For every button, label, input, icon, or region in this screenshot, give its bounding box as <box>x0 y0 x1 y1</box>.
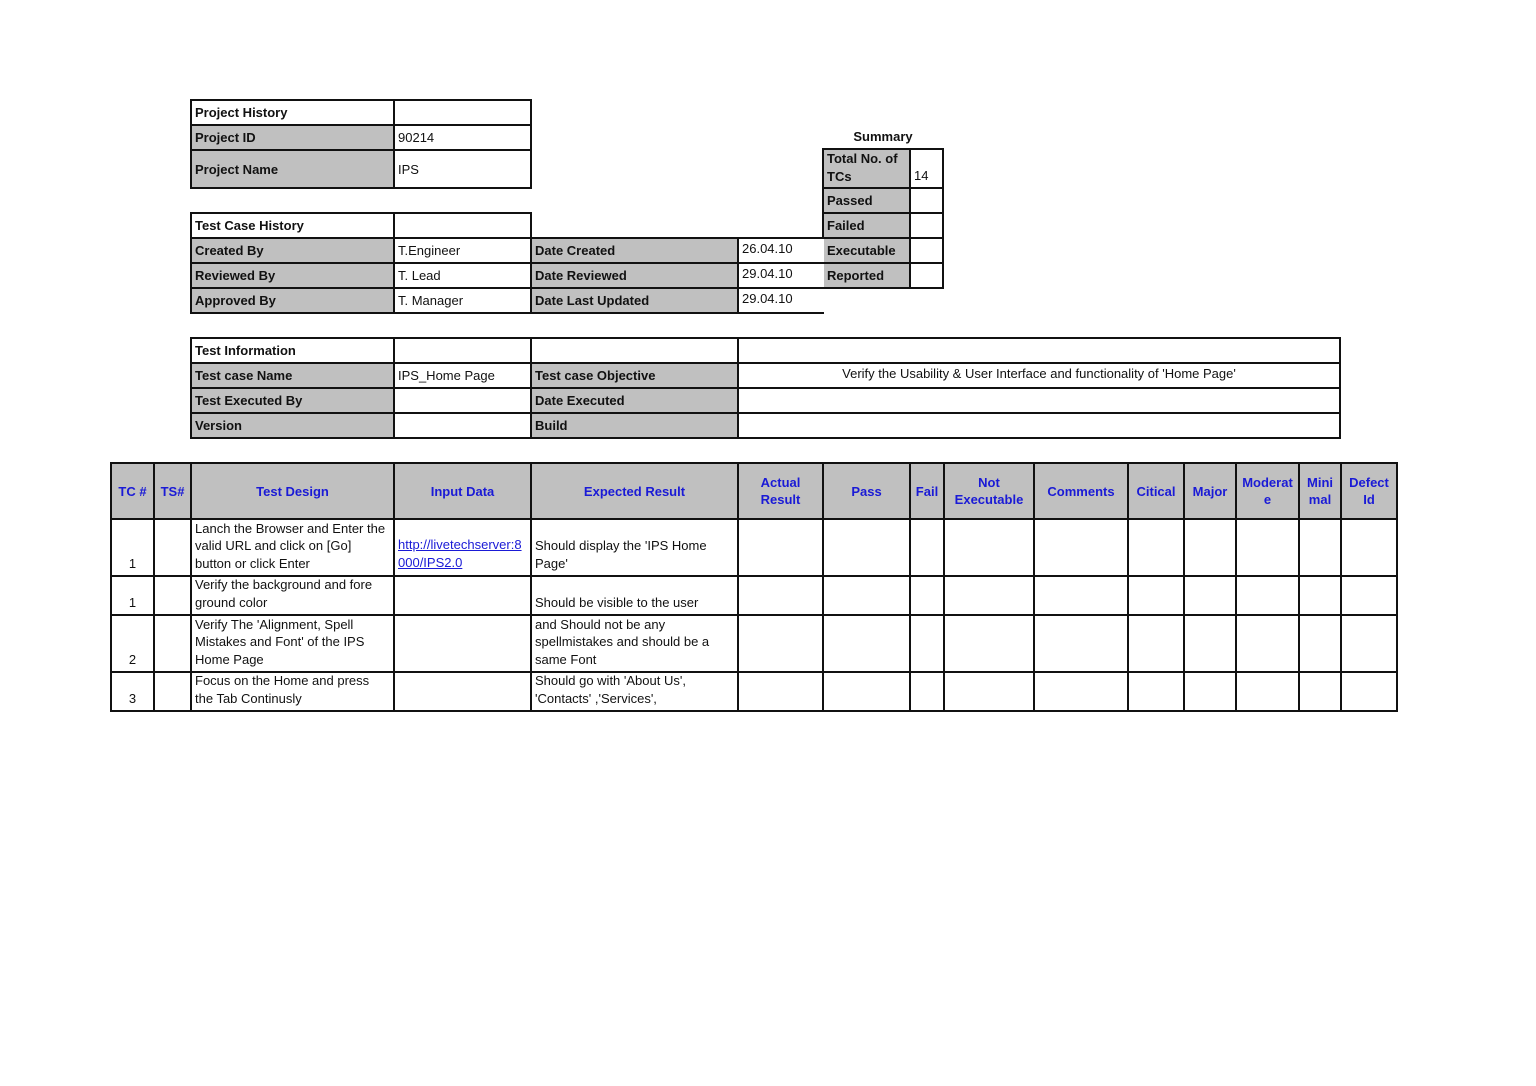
major-cell[interactable] <box>1183 614 1237 673</box>
defect-id-cell[interactable] <box>1340 614 1398 673</box>
major-cell[interactable] <box>1183 671 1237 712</box>
pass-cell[interactable] <box>822 518 911 577</box>
passed-value[interactable] <box>909 187 944 214</box>
not-executable-cell[interactable] <box>943 575 1035 616</box>
column-header-tc: TC # <box>110 462 155 520</box>
actual-result-cell[interactable] <box>737 671 824 712</box>
test-case-objective-label: Test case Objective <box>530 362 739 389</box>
minimal-cell[interactable] <box>1298 671 1342 712</box>
fail-cell[interactable] <box>909 671 945 712</box>
column-header-input-data: Input Data <box>393 462 532 520</box>
test-design-cell[interactable]: Verify The 'Alignment, Spell Mistakes and Font' of the IPS Home Page <box>190 614 395 673</box>
column-header-not-executable: Not Executable <box>943 462 1035 520</box>
minimal-cell[interactable] <box>1298 518 1342 577</box>
date-created-label: Date Created <box>530 237 739 264</box>
expected-result-cell[interactable]: Should display the 'IPS Home Page' <box>530 518 739 577</box>
pass-cell[interactable] <box>822 614 911 673</box>
actual-result-cell[interactable] <box>737 614 824 673</box>
project-id-value[interactable]: 90214 <box>393 124 532 151</box>
build-label: Build <box>530 412 739 439</box>
test-information-title: Test Information <box>190 337 395 364</box>
ts-number-cell[interactable] <box>153 575 192 616</box>
column-header-minimal: Mini mal <box>1298 462 1342 520</box>
date-executed-label: Date Executed <box>530 387 739 414</box>
critical-cell[interactable] <box>1127 575 1185 616</box>
expected-result-cell[interactable]: and Should not be any spellmistakes and should be a same Font <box>530 614 739 673</box>
not-executable-cell[interactable] <box>943 614 1035 673</box>
moderate-cell[interactable] <box>1235 671 1300 712</box>
reported-value[interactable] <box>909 262 944 289</box>
input-data-cell[interactable] <box>393 671 532 712</box>
date-last-updated-label: Date Last Updated <box>530 287 739 314</box>
date-reviewed-label: Date Reviewed <box>530 262 739 289</box>
project-name-label: Project Name <box>190 149 395 189</box>
test-information-blank-1 <box>393 337 532 364</box>
actual-result-cell[interactable] <box>737 575 824 616</box>
moderate-cell[interactable] <box>1235 614 1300 673</box>
critical-cell[interactable] <box>1127 614 1185 673</box>
total-tcs-value[interactable]: 14 <box>909 148 944 189</box>
test-case-history-blank <box>393 212 532 239</box>
major-cell[interactable] <box>1183 518 1237 577</box>
reported-label: Reported <box>822 262 911 289</box>
comments-cell[interactable] <box>1033 671 1129 712</box>
column-header-ts: TS# <box>153 462 192 520</box>
not-executable-cell[interactable] <box>943 518 1035 577</box>
date-executed-value[interactable] <box>737 387 1341 414</box>
test-design-cell[interactable]: Verify the background and fore ground color <box>190 575 395 616</box>
summary-title: Summary <box>853 129 913 144</box>
column-header-expected-result: Expected Result <box>530 462 739 520</box>
column-header-actual-result: Actual Result <box>737 462 824 520</box>
defect-id-cell[interactable] <box>1340 671 1398 712</box>
build-value[interactable] <box>737 412 1341 439</box>
tc-number-cell[interactable]: 3 <box>110 671 155 712</box>
reviewed-by-label: Reviewed By <box>190 262 395 289</box>
moderate-cell[interactable] <box>1235 518 1300 577</box>
project-history-title: Project History <box>190 99 395 126</box>
major-cell[interactable] <box>1183 575 1237 616</box>
failed-value[interactable] <box>909 212 944 239</box>
defect-id-cell[interactable] <box>1340 518 1398 577</box>
test-case-objective-value[interactable]: Verify the Usability & User Interface and functionality of 'Home Page' <box>737 362 1341 389</box>
date-reviewed-value[interactable]: 29.04.10 <box>737 262 824 289</box>
input-data-cell[interactable] <box>393 614 532 673</box>
test-information-blank-2 <box>530 337 739 364</box>
test-design-cell[interactable]: Lanch the Browser and Enter the valid URL and click on [Go] button or click Enter <box>190 518 395 577</box>
executable-label: Executable <box>822 237 911 264</box>
project-history-blank <box>393 99 532 126</box>
column-header-moderate: Moderat e <box>1235 462 1300 520</box>
input-data-cell[interactable] <box>393 575 532 616</box>
tc-number-cell[interactable]: 2 <box>110 614 155 673</box>
input-data-link[interactable]: http://livetechserver:8000/IPS2.0 <box>398 537 522 570</box>
passed-label: Passed <box>822 187 911 214</box>
test-case-name-value[interactable]: IPS_Home Page <box>393 362 532 389</box>
fail-cell[interactable] <box>909 518 945 577</box>
column-header-critical: Citical <box>1127 462 1185 520</box>
reviewed-by-value[interactable]: T. Lead <box>393 262 532 289</box>
ts-number-cell[interactable] <box>153 614 192 673</box>
pass-cell[interactable] <box>822 575 911 616</box>
executable-value[interactable] <box>909 237 944 264</box>
approved-by-value[interactable]: T. Manager <box>393 287 532 314</box>
critical-cell[interactable] <box>1127 518 1185 577</box>
test-executed-by-label: Test Executed By <box>190 387 395 414</box>
test-information-blank-3 <box>737 337 1341 364</box>
fail-cell[interactable] <box>909 575 945 616</box>
comments-cell[interactable] <box>1033 614 1129 673</box>
critical-cell[interactable] <box>1127 671 1185 712</box>
total-tcs-label: Total No. of TCs <box>822 148 911 189</box>
test-case-history-title: Test Case History <box>190 212 395 239</box>
column-header-fail: Fail <box>909 462 945 520</box>
version-value[interactable] <box>393 412 532 439</box>
ts-number-cell[interactable] <box>153 518 192 577</box>
date-created-value[interactable]: 26.04.10 <box>737 237 824 264</box>
minimal-cell[interactable] <box>1298 575 1342 616</box>
defect-id-cell[interactable] <box>1340 575 1398 616</box>
actual-result-cell[interactable] <box>737 518 824 577</box>
expected-result-cell[interactable]: Should go with 'About Us', 'Contacts' ,'Services', <box>530 671 739 712</box>
column-header-defect-id: Defect Id <box>1340 462 1398 520</box>
test-design-cell[interactable]: Focus on the Home and press the Tab Continusly <box>190 671 395 712</box>
column-header-major: Major <box>1183 462 1237 520</box>
tc-number-cell[interactable]: 1 <box>110 518 155 577</box>
comments-cell[interactable] <box>1033 518 1129 577</box>
project-id-label: Project ID <box>190 124 395 151</box>
input-data-cell[interactable] <box>393 518 532 577</box>
version-label: Version <box>190 412 395 439</box>
test-case-name-label: Test case Name <box>190 362 395 389</box>
test-executed-by-value[interactable] <box>393 387 532 414</box>
expected-result-cell[interactable]: Should be visible to the user <box>530 575 739 616</box>
tc-number-cell[interactable]: 1 <box>110 575 155 616</box>
fail-cell[interactable] <box>909 614 945 673</box>
created-by-value[interactable]: T.Engineer <box>393 237 532 264</box>
column-header-pass: Pass <box>822 462 911 520</box>
project-name-value[interactable]: IPS <box>393 149 532 189</box>
ts-number-cell[interactable] <box>153 671 192 712</box>
not-executable-cell[interactable] <box>943 671 1035 712</box>
approved-by-label: Approved By <box>190 287 395 314</box>
created-by-label: Created By <box>190 237 395 264</box>
comments-cell[interactable] <box>1033 575 1129 616</box>
column-header-comments: Comments <box>1033 462 1129 520</box>
moderate-cell[interactable] <box>1235 575 1300 616</box>
failed-label: Failed <box>822 212 911 239</box>
column-header-test-design: Test Design <box>190 462 395 520</box>
minimal-cell[interactable] <box>1298 614 1342 673</box>
pass-cell[interactable] <box>822 671 911 712</box>
date-last-updated-value[interactable]: 29.04.10 <box>737 287 824 314</box>
